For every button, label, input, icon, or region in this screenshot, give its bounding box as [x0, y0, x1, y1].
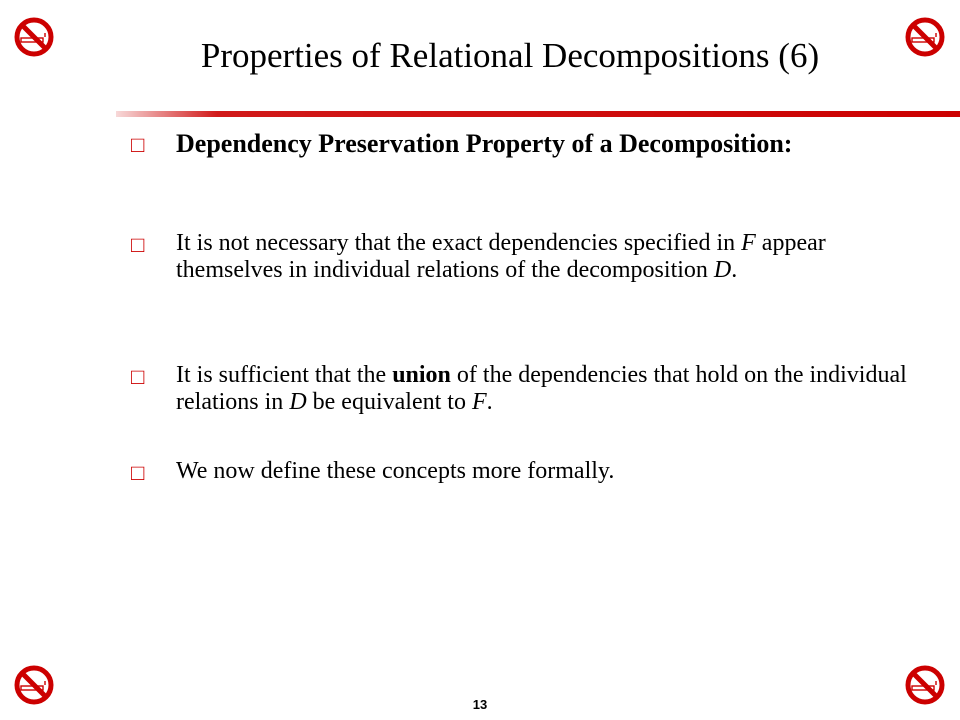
bullet-text [176, 230, 916, 284]
variable-f: F [471, 389, 487, 415]
no-smoking-icon [12, 663, 56, 707]
slide-title: Properties of Relational Decompositions (6) [200, 36, 820, 75]
text-run: of the dependencies that hold on the individual relations in [176, 362, 907, 415]
text-run: . [486, 389, 493, 415]
text-run: It is sufficient that the [176, 362, 393, 388]
no-smoking-icon [903, 15, 947, 59]
bullet-icon: □ [131, 132, 145, 157]
bullet-icon: □ [131, 232, 145, 257]
page-number: 13 [472, 697, 488, 712]
variable-d: D [713, 257, 732, 283]
no-smoking-icon [903, 663, 947, 707]
title-underline [116, 110, 960, 118]
bullet-heading: Dependency Preservation Property of a Decomposition: [176, 129, 793, 158]
variable-f: F [741, 230, 756, 256]
no-smoking-icon [12, 15, 56, 59]
emphasis-union: union [392, 362, 451, 388]
variable-d: D [289, 389, 307, 415]
bullet-text [176, 362, 916, 416]
text-run: . [731, 257, 738, 283]
text-run: be equivalent to [306, 389, 472, 415]
bullet-icon: □ [131, 364, 145, 389]
bullet-text: We now define these concepts more formally. [176, 458, 615, 484]
text-run: It is not necessary that the exact dependencies specified in [176, 230, 742, 256]
text-run: appear themselves in individual relations of the decomposition [176, 230, 826, 283]
bullet-icon: □ [131, 460, 145, 485]
